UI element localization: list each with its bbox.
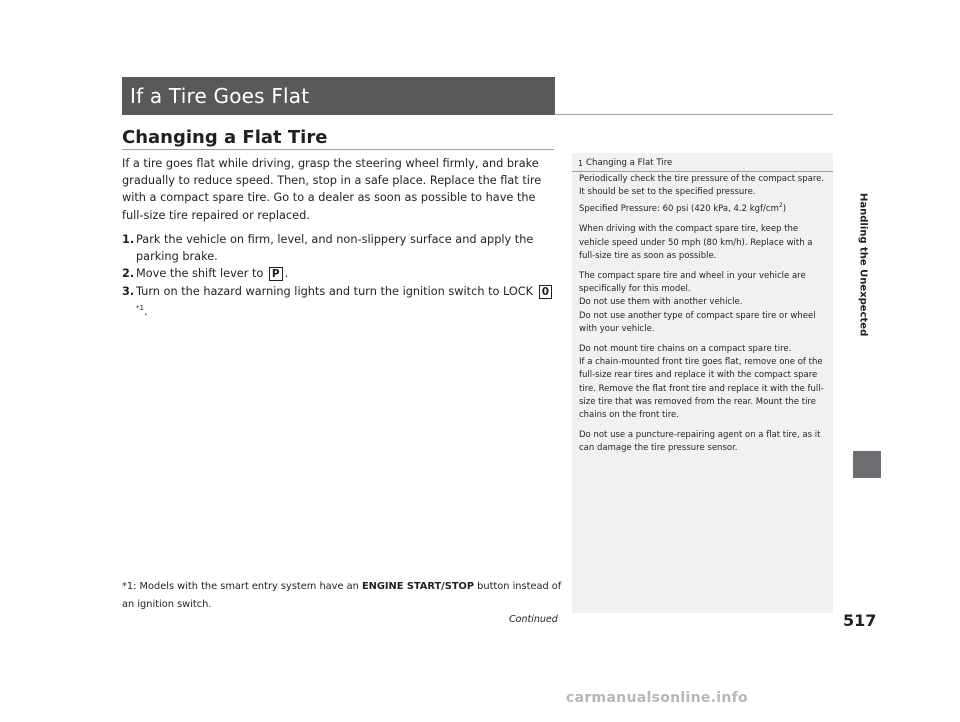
- sidebar-text: Do not use them with another vehicle.: [579, 297, 743, 308]
- chapter-banner: [122, 77, 555, 115]
- sidebar-para-1: [579, 173, 829, 216]
- step-text-post: .: [284, 267, 289, 281]
- sidebar-text: The compact spare tire and wheel in your vehicle are specifically for this model.: [579, 271, 806, 295]
- banner-title: If a Tire Goes Flat: [130, 84, 310, 108]
- sidebar-text: Do not use another type of compact spare tire or wheel with your vehicle.: [579, 310, 816, 334]
- footnote: [122, 578, 562, 614]
- sidebar-para-2: When driving with the compact spare tire, keep the vehicle speed under 50 mph (80 km/h). Replace with a full-size tire as soon as possible.: [579, 224, 813, 261]
- intro-paragraph: [122, 155, 560, 224]
- intro-text: If a tire goes flat while driving, grasp the steering wheel firmly, and brake gradually to reduce speed. Then, stop in a safe place. Replace the flat tire with a compact spare tire. Go to a dealer as soon as possible to have the full-size tire repaired or replaced.: [122, 157, 542, 222]
- sidebar-body: [579, 173, 829, 463]
- sidebar-para-5: Do not use a puncture-repairing agent on a flat tire, as it can damage the tire pressure sensor.: [579, 430, 821, 454]
- step-number: 2.: [122, 267, 135, 281]
- section-rule: [122, 149, 554, 150]
- footnote-ref: *1: [136, 303, 144, 312]
- step-text: Park the vehicle on firm, level, and non-slippery surface and apply the parking brake.: [136, 233, 534, 264]
- sidebar-note: [572, 153, 833, 613]
- sidebar-title: Changing a Flat Tire: [586, 158, 673, 168]
- sidebar-para-3: [579, 270, 829, 336]
- step-number: 3.: [122, 284, 135, 298]
- banner-rule: [555, 114, 833, 115]
- chapter-tab-marker: [853, 451, 881, 478]
- footnote-bold: ENGINE START/STOP: [361, 581, 475, 592]
- sidebar-header: [572, 157, 833, 172]
- step-text-pre: Turn on the hazard warning lights and turn the ignition switch to LOCK: [136, 284, 534, 298]
- sidebar-text: Specified Pressure: 60 psi (420 kPa, 4.2 kgf/cm: [579, 204, 779, 215]
- reference-icon: 1: [578, 159, 584, 168]
- chapter-side-tab: [848, 40, 878, 490]
- lock-key-0: 0: [539, 285, 552, 299]
- steps-list: [122, 231, 560, 320]
- section-title: Changing a Flat Tire: [122, 127, 328, 148]
- step-1: [122, 231, 560, 265]
- watermark: carmanualsonline.info: [566, 690, 748, 706]
- sidebar-para-4: [579, 343, 829, 422]
- continued-label: Continued: [509, 614, 558, 625]
- superscript: 2: [778, 202, 783, 210]
- page-number: 517: [843, 611, 877, 630]
- step-text-post: .: [143, 304, 148, 318]
- step-2: [122, 265, 560, 282]
- footnote-pre: *1: Models with the smart entry system have an: [122, 581, 359, 592]
- step-text: [136, 265, 560, 282]
- footnote-post: button instead of an ignition switch.: [122, 581, 562, 610]
- sidebar-text: If a chain-mounted front tire goes flat, remove one of the full-size rear tires and replace it with the compact spare tire. Remove the flat front tire and replace it with the full-size tire that was removed from the rear. Mount the tire chains on the front tire.: [579, 357, 824, 421]
- sidebar-text: Do not mount tire chains on a compact spare tire.: [579, 344, 792, 355]
- sidebar-text: Periodically check the tire pressure of the compact spare. It should be set to the specified pressure.: [579, 174, 825, 198]
- shift-key-p: P: [269, 267, 283, 281]
- side-tab-label: Handling the Unexpected: [857, 193, 869, 337]
- step-number: 1.: [122, 233, 135, 246]
- sidebar-text: ): [782, 204, 787, 215]
- step-text: [136, 283, 560, 320]
- step-3: [122, 283, 560, 320]
- step-text-pre: Move the shift lever to: [136, 267, 264, 281]
